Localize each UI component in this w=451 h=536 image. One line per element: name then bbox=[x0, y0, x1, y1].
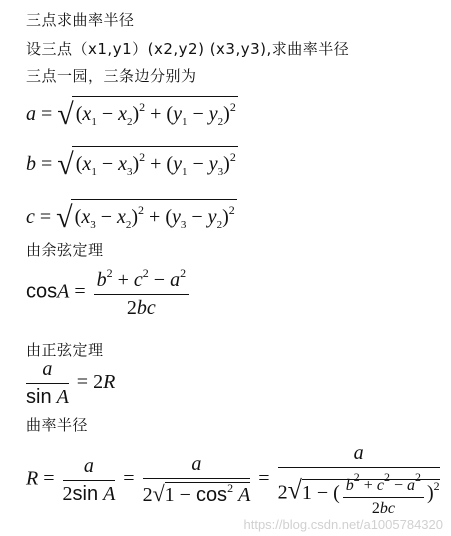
formula-cosA: cosA = $\frac{b^2 + c^2 - a^2}{2bc}$ bbox=[26, 266, 192, 320]
formula-c: c = √ $(x_3 - x_2)^2 + (y_3 - y_2)^2$ bbox=[26, 201, 235, 234]
formula-R: R = $\frac{a}{\text{2sin A}}$ = $\frac{a}{2√1 - \cos^2 A}$ = a 2√1 − ( $\frac{b^2 + c^2 - a^2}{2bc}$ )$^2$ bbox=[26, 442, 440, 517]
setup-line: 设三点（x1,y1）(x2,y2) (x3,y3),求曲率半径 bbox=[26, 40, 350, 58]
formula-sin: $\frac{a}{\text{sin A}}$ = 2R bbox=[26, 358, 116, 408]
title-line: 三点求曲率半径 bbox=[26, 11, 135, 29]
law-sin-heading: 由正弦定理 bbox=[26, 341, 104, 359]
formula-b: b = √ $(x_1 - x_3)^2 + (y_1 - y_3)^2$ bbox=[26, 148, 236, 181]
formula-a: a = √ $(x_1 - x_2)^2 + (y_1 - y_2)^2$ bbox=[26, 98, 236, 131]
law-cos-heading: 由余弦定理 bbox=[26, 241, 104, 259]
watermark: https://blog.csdn.net/a1005784320 bbox=[243, 517, 443, 532]
radius-heading: 曲率半径 bbox=[26, 416, 89, 434]
circle-line: 三点一园，三条边分别为 bbox=[26, 67, 197, 85]
